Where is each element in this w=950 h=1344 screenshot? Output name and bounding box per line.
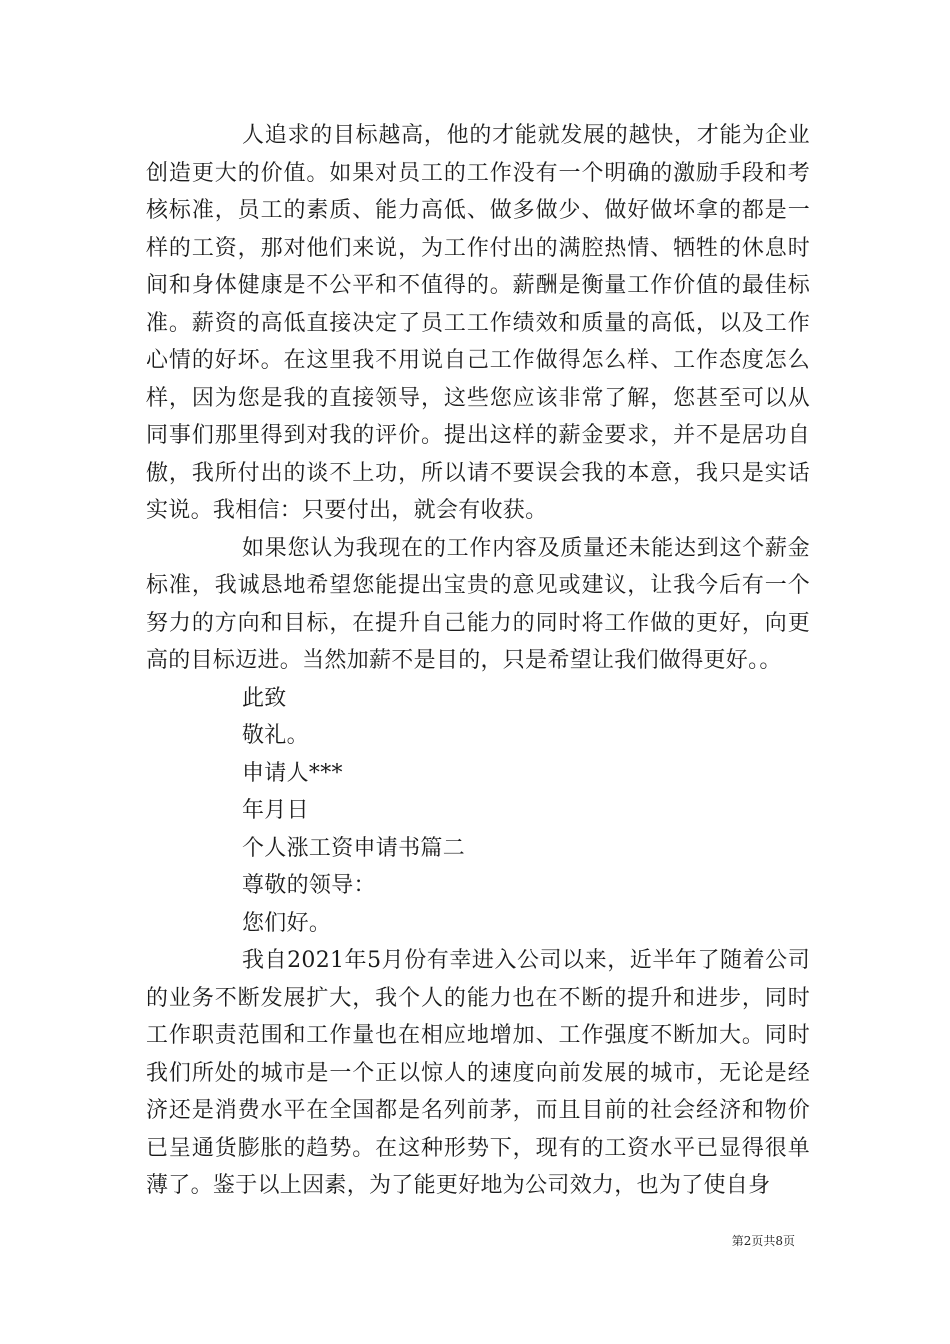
closing-regards: 敬礼。 bbox=[242, 723, 309, 748]
document-body bbox=[146, 117, 810, 1205]
paragraph-2: 如果您认为我现在的工作内容及质量还未能达到这个薪金标准，我诚恳地希望您能提出宝贵的意见或建议，让我今后有一个努力的方向和目标，在提升自己能力的同时将工作做的更好，向更高的目标迈进。当然加薪不是目的，只是希望让我们做得更好。。 bbox=[146, 535, 810, 673]
closing-salutation: 此致 bbox=[242, 685, 287, 711]
page-number: 第2页共8页 bbox=[731, 1234, 795, 1248]
date-line: 年月日 bbox=[242, 798, 309, 823]
greeting: 您们好。 bbox=[242, 910, 332, 936]
paragraph-3: 我自2021年5月份有幸进入公司以来，近半年了随着公司的业务不断发展扩大，我个人的能力也在不断的提升和进步，同时工作职责范围和工作量也在相应地增加、工作强度不断加大。同时我们所处的城市是一个正以惊人的速度向前发展的城市，无论是经济还是消费水平在全国都是名列前茅，而且目前的社会经济和物价已呈通货膨胀的趋势。在这种形势下，现有的工资水平已显得很单薄了。鉴于以上因素，为了能更好地为公司效力，也为了使自身 bbox=[146, 948, 810, 1198]
addressee: 尊敬的领导： bbox=[242, 873, 376, 898]
applicant-signature: 申请人*** bbox=[242, 760, 343, 786]
section-title: 个人涨工资申请书篇二 bbox=[242, 835, 466, 861]
paragraph-1: 人追求的目标越高，他的才能就发展的越快，才能为企业创造更大的价值。如果对员工的工作没有一个明确的激励手段和考核标准，员工的素质、能力高低、做多做少、做好做坏拿的都是一样的工资，那对他们来说，为工作付出的满腔热情、牺牲的休息时间和身体健康是不公平和不值得的。薪酬是衡量工作价值的最佳标准。薪资的高低直接决定了员工工作绩效和质量的高低，以及工作心情的好坏。在这里我不用说自己工作做得怎么样、工作态度怎么样，因为您是我的直接领导，这些您应该非常了解，您甚至可以从同事们那里得到对我的评价。提出这样的薪金要求，并不是居功自傲，我所付出的谈不上功，所以请不要误会我的本意，我只是实话实说。我相信：只要付出，就会有收获。 bbox=[146, 123, 810, 523]
